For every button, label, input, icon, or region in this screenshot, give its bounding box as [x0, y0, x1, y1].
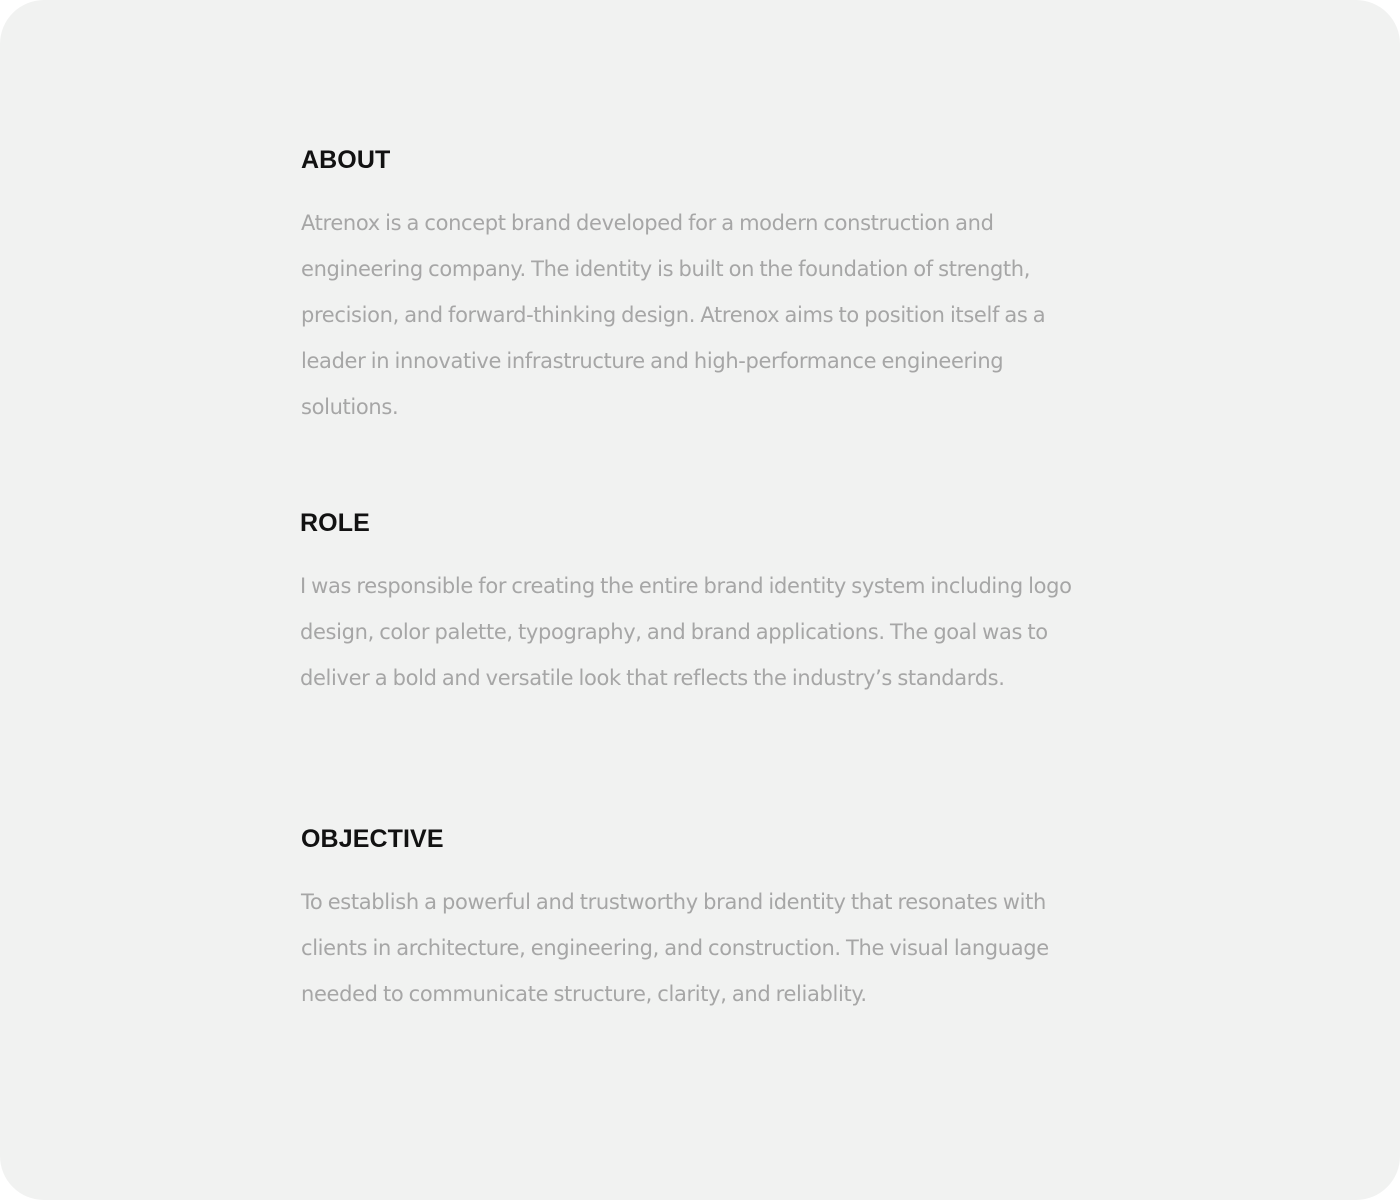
role-body: I was responsible for creating the entire brand identity system including logo design, color palette, typography, and brand applications. The goal was to deliver a bold and versatile look that reflects the industry’s standards. — [300, 574, 1072, 690]
about-body: Atrenox is a concept brand developed for a modern construction and engineering company. The identity is built on the foundation of strength, precision, and forward-thinking design. Atrenox aims to position itself as a leader in innovative infrastructure and high-performance engineering solutions. — [301, 211, 1046, 419]
objective-section — [301, 819, 1101, 1017]
objective-heading: OBJECTIVE — [301, 825, 444, 853]
about-section — [301, 140, 1101, 430]
role-section — [300, 503, 1100, 701]
role-heading: ROLE — [300, 509, 370, 537]
about-heading: ABOUT — [301, 146, 391, 174]
objective-body: To establish a powerful and trustworthy brand identity that resonates with clients in architecture, engineering, and construction. The visual language needed to communicate structure, clarity, and reliablity. — [301, 890, 1049, 1006]
